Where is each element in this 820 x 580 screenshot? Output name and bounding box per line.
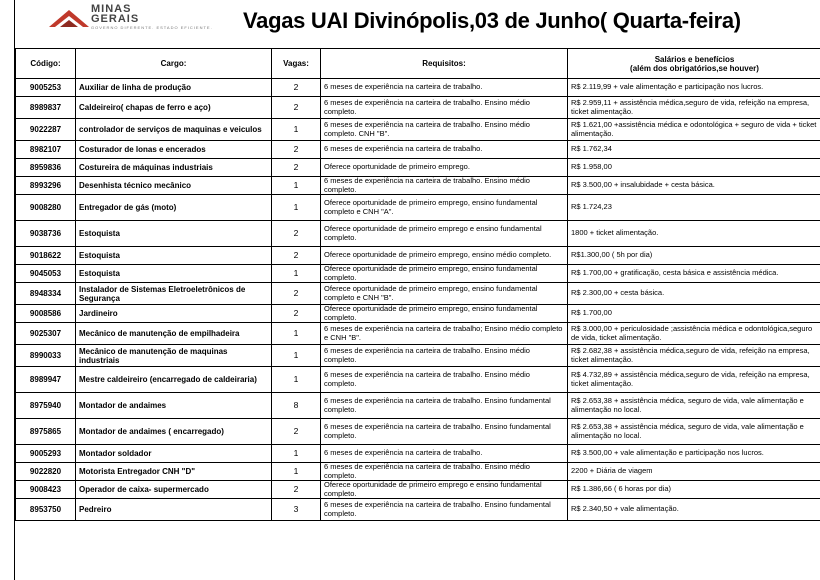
cell-salario: R$ 1.724,23 [568, 195, 820, 221]
cell-requisitos: 6 meses de experiência na carteira de trabalho. Ensino médio completo. [321, 367, 568, 393]
cell-codigo: 8975865 [16, 419, 76, 445]
cell-vagas: 2 [272, 141, 321, 159]
table-row [16, 367, 820, 393]
table-header-row [16, 49, 820, 79]
cell-vagas: 2 [272, 159, 321, 177]
cell-codigo: 9038736 [16, 221, 76, 247]
cell-requisitos: Oferece oportunidade de primeiro emprego e ensino fundamental completo. [321, 221, 568, 247]
table-row [16, 141, 820, 159]
cell-requisitos: 6 meses de experiência na carteira de trabalho. [321, 141, 568, 159]
cell-requisitos: 6 meses de experiência na carteira de trabalho. [321, 79, 568, 97]
table-row [16, 195, 820, 221]
cell-requisitos: 6 meses de experiência na carteira de trabalho. Ensino médio completo. [321, 97, 568, 119]
table-row [16, 283, 820, 305]
job-table [15, 48, 820, 521]
cell-codigo: 9008423 [16, 481, 76, 499]
cell-vagas: 2 [272, 79, 321, 97]
cell-codigo: 9022287 [16, 119, 76, 141]
page-title: Vagas UAI Divinópolis,03 de Junho( Quarta-feira) [243, 8, 741, 33]
cell-vagas: 1 [272, 265, 321, 283]
table-row [16, 221, 820, 247]
cell-cargo: Operador de caixa- supermercado [76, 481, 272, 499]
cell-vagas: 2 [272, 221, 321, 247]
cell-salario: R$ 2.340,50 + vale alimentação. [568, 499, 820, 521]
col-header-codigo: Código: [16, 49, 76, 79]
cell-cargo: Costureira de máquinas industriais [76, 159, 272, 177]
cell-vagas: 1 [272, 119, 321, 141]
cell-cargo: Mecânico de manutenção de empilhadeira [76, 323, 272, 345]
col-header-salarios-line2: (além dos obrigatórios,se houver) [630, 63, 759, 73]
cell-codigo: 9005293 [16, 445, 76, 463]
cell-codigo: 8989947 [16, 367, 76, 393]
cell-codigo: 8948334 [16, 283, 76, 305]
table-row [16, 305, 820, 323]
logo-line1: MINAS [91, 3, 132, 15]
cell-cargo: Jardineiro [76, 305, 272, 323]
cell-vagas: 8 [272, 393, 321, 419]
cell-vagas: 1 [272, 195, 321, 221]
cell-codigo: 9025307 [16, 323, 76, 345]
cell-vagas: 2 [272, 305, 321, 323]
table-row [16, 393, 820, 419]
cell-salario: R$ 2.653,38 + assistência médica, seguro de vida, vale alimentação e alimentação no local. [568, 393, 820, 419]
cell-salario: R$ 1.762,34 [568, 141, 820, 159]
cell-salario: R$ 1.386,66 ( 6 horas por dia) [568, 481, 820, 499]
table-row [16, 463, 820, 481]
col-header-salarios-line1: Salários e benefícios [654, 54, 735, 64]
cell-cargo: controlador de serviços de maquinas e veiculos [76, 119, 272, 141]
cell-salario: R$ 2.959,11 + assistência médica,seguro de vida, refeição na empresa, ticket alimentação. [568, 97, 820, 119]
cell-cargo: Motorista Entregador CNH "D" [76, 463, 272, 481]
cell-requisitos: Oferece oportunidade de primeiro emprego, ensino fundamental completo. [321, 305, 568, 323]
cell-vagas: 1 [272, 463, 321, 481]
cell-cargo: Pedreiro [76, 499, 272, 521]
table-row [16, 97, 820, 119]
cell-salario: R$ 1.621,00 +assistência médica e odontológica + seguro de vida + ticket alimentação. [568, 119, 820, 141]
cell-codigo: 9008280 [16, 195, 76, 221]
cell-requisitos: 6 meses de experiência na carteira de trabalho. Ensino fundamental completo. [321, 393, 568, 419]
cell-cargo: Instalador de Sistemas Eletroeletrônicos de Segurança [76, 283, 272, 305]
cell-cargo: Caldeireiro( chapas de ferro e aço) [76, 97, 272, 119]
cell-salario: R$ 2.682,38 + assistência médica,seguro de vida, refeição na empresa, ticket alimentação. [568, 345, 820, 367]
cell-vagas: 1 [272, 367, 321, 393]
cell-salario: R$ 1.958,00 [568, 159, 820, 177]
table-row [16, 159, 820, 177]
cell-salario: R$ 2.300,00 + cesta básica. [568, 283, 820, 305]
cell-vagas: 2 [272, 97, 321, 119]
cell-vagas: 1 [272, 323, 321, 345]
cell-requisitos: Oferece oportunidade de primeiro emprego e ensino fundamental completo. [321, 481, 568, 499]
cell-requisitos: Oferece oportunidade de primeiro emprego, ensino médio completo. [321, 247, 568, 265]
cell-requisitos: 6 meses de experiência na carteira de trabalho. Ensino fundamental completo. [321, 419, 568, 445]
cell-requisitos: Oferece oportunidade de primeiro emprego, ensino fundamental completo. [321, 265, 568, 283]
cell-salario: R$ 4.732,89 + assistência médica,seguro de vida, refeição na empresa, ticket alimentação. [568, 367, 820, 393]
cell-codigo: 9005253 [16, 79, 76, 97]
cell-salario: R$ 3.500,00 + vale alimentação e participação nos lucros. [568, 445, 820, 463]
cell-requisitos: 6 meses de experiência na carteira de trabalho. Ensino fundamental completo. [321, 499, 568, 521]
page-header [15, 0, 820, 49]
cell-salario: 2200 + Diária de viagem [568, 463, 820, 481]
cell-cargo: Costurador de lonas e encerados [76, 141, 272, 159]
cell-requisitos: 6 meses de experiência na carteira de trabalho. Ensino médio completo. CNH "B". [321, 119, 568, 141]
spreadsheet-page [14, 0, 820, 580]
cell-cargo: Auxiliar de linha de produção [76, 79, 272, 97]
col-header-cargo: Cargo: [76, 49, 272, 79]
cell-salario: R$ 3.000,00 + periculosidade ;assistência médica e odontológica,seguro de vida, ticket alimentação. [568, 323, 820, 345]
cell-codigo: 9022820 [16, 463, 76, 481]
table-row [16, 499, 820, 521]
cell-cargo: Mestre caldeireiro (encarregado de caldeiraria) [76, 367, 272, 393]
cell-codigo: 8989837 [16, 97, 76, 119]
cell-cargo: Montador de andaimes ( encarregado) [76, 419, 272, 445]
logo-line2: GERAIS [91, 13, 140, 25]
table-row [16, 79, 820, 97]
cell-salario: R$ 2.119,99 + vale alimentação e participação nos lucros. [568, 79, 820, 97]
cell-salario: R$ 1.700,00 [568, 305, 820, 323]
cell-requisitos: 6 meses de experiência na carteira de trabalho; Ensino médio completo e CNH "B". [321, 323, 568, 345]
cell-requisitos: 6 meses de experiência na carteira de trabalho. Ensino médio completo. [321, 463, 568, 481]
table-row [16, 119, 820, 141]
table-row [16, 345, 820, 367]
table-row [16, 481, 820, 499]
cell-vagas: 1 [272, 177, 321, 195]
cell-requisitos: Oferece oportunidade de primeiro emprego, ensino fundamental completo e CNH "A". [321, 195, 568, 221]
cell-salario: R$ 3.500,00 + insalubidade + cesta básica. [568, 177, 820, 195]
cell-codigo: 9008586 [16, 305, 76, 323]
col-header-requisitos: Requisitos: [321, 49, 568, 79]
cell-requisitos: Oferece oportunidade de primeiro emprego, ensino fundamental completo e CNH "B". [321, 283, 568, 305]
table-row [16, 265, 820, 283]
cell-vagas: 3 [272, 499, 321, 521]
cell-cargo: Estoquista [76, 221, 272, 247]
cell-codigo: 8990033 [16, 345, 76, 367]
table-row [16, 445, 820, 463]
cell-vagas: 2 [272, 481, 321, 499]
cell-requisitos: 6 meses de experiência na carteira de trabalho. Ensino médio completo. [321, 345, 568, 367]
cell-vagas: 2 [272, 419, 321, 445]
col-header-vagas: Vagas: [272, 49, 321, 79]
minas-gerais-logo [49, 3, 213, 33]
cell-codigo: 9045053 [16, 265, 76, 283]
cell-cargo: Entregador de gás (moto) [76, 195, 272, 221]
cell-codigo: 8993296 [16, 177, 76, 195]
job-table-body [16, 79, 820, 521]
table-row [16, 323, 820, 345]
cell-cargo: Mecânico de manutenção de maquinas industriais [76, 345, 272, 367]
cell-vagas: 2 [272, 283, 321, 305]
cell-cargo: Montador de andaimes [76, 393, 272, 419]
col-header-salarios [568, 49, 820, 79]
cell-codigo: 8975940 [16, 393, 76, 419]
cell-requisitos: 6 meses de experiência na carteira de trabalho. [321, 445, 568, 463]
table-row [16, 177, 820, 195]
cell-cargo: Desenhista técnico mecânico [76, 177, 272, 195]
cell-vagas: 2 [272, 247, 321, 265]
cell-codigo: 8959836 [16, 159, 76, 177]
cell-requisitos: 6 meses de experiência na carteira de trabalho. Ensino médio completo. [321, 177, 568, 195]
cell-salario: 1800 + ticket alimentação. [568, 221, 820, 247]
logo-title [91, 4, 139, 24]
table-row [16, 419, 820, 445]
cell-cargo: Estoquista [76, 265, 272, 283]
logo-mountain-icon [49, 7, 89, 31]
cell-codigo: 9018622 [16, 247, 76, 265]
cell-codigo: 8982107 [16, 141, 76, 159]
table-row [16, 247, 820, 265]
cell-requisitos: Oferece oportunidade de primeiro emprego. [321, 159, 568, 177]
cell-cargo: Estoquista [76, 247, 272, 265]
logo-subtitle: GOVERNO DIFERENTE. ESTADO EFICIENTE. [91, 25, 213, 30]
cell-salario: R$ 2.653,38 + assistência médica, seguro de vida, vale alimentação e alimentação no local. [568, 419, 820, 445]
cell-vagas: 1 [272, 345, 321, 367]
cell-cargo: Montador soldador [76, 445, 272, 463]
cell-codigo: 8953750 [16, 499, 76, 521]
cell-salario: R$ 1.700,00 + gratificação, cesta básica e assistência médica. [568, 265, 820, 283]
cell-vagas: 1 [272, 445, 321, 463]
cell-salario: R$1.300,00 ( 5h por dia) [568, 247, 820, 265]
